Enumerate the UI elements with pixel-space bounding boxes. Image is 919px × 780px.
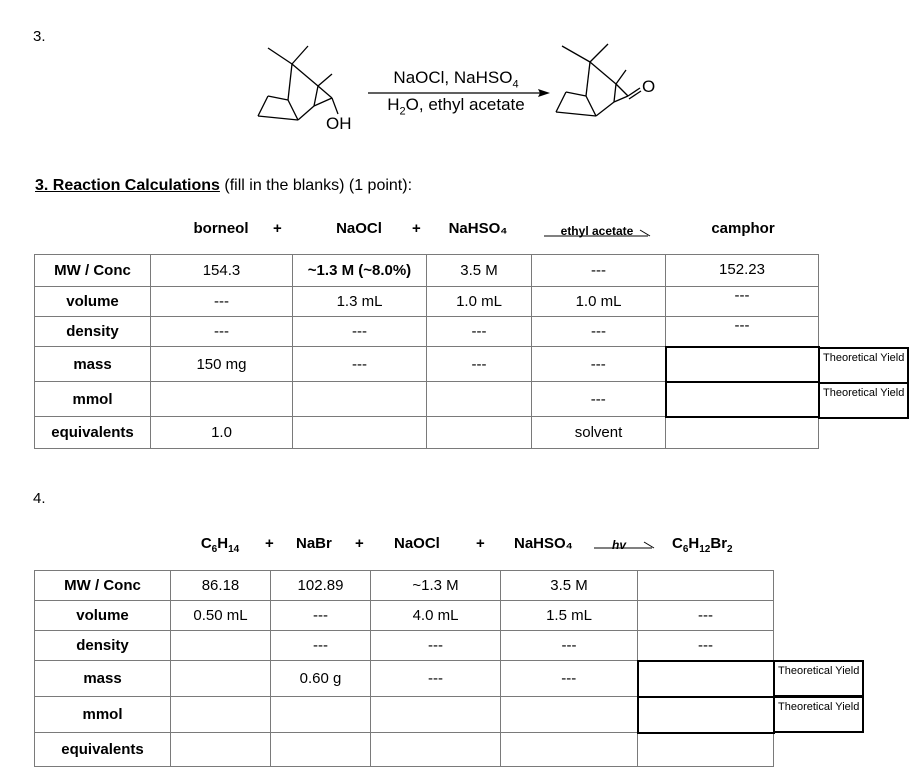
table-cell[interactable]: 86.18 <box>171 571 271 601</box>
table-cell[interactable]: --- <box>666 287 819 317</box>
table-row <box>35 631 774 661</box>
row-label: equivalents <box>35 733 171 767</box>
table-cell[interactable] <box>171 631 271 661</box>
row-label: volume <box>35 287 151 317</box>
row-label: mass <box>35 347 151 382</box>
row-label: mass <box>35 661 171 697</box>
table-cell[interactable]: --- <box>371 661 501 697</box>
table-cell[interactable]: --- <box>638 601 774 631</box>
header-naocl: NaOCl <box>394 535 440 552</box>
table-cell[interactable]: 1.5 mL <box>501 601 638 631</box>
table-cell[interactable]: ~1.3 M (~8.0%) <box>293 255 427 287</box>
row-label: MW / Conc <box>35 571 171 601</box>
table-cell[interactable]: --- <box>532 255 666 287</box>
theoretical-yield-label-box: Theoretical Yield <box>818 347 909 384</box>
table-cell[interactable]: 1.0 mL <box>427 287 532 317</box>
table-cell[interactable]: --- <box>151 287 293 317</box>
table-cell[interactable]: --- <box>638 631 774 661</box>
table-cell[interactable]: 3.5 M <box>427 255 532 287</box>
table-cell[interactable]: 1.3 mL <box>293 287 427 317</box>
table-row <box>35 697 774 733</box>
table-cell[interactable]: --- <box>532 382 666 417</box>
table-cell[interactable]: --- <box>293 347 427 382</box>
table-cell[interactable]: --- <box>501 661 638 697</box>
table-row <box>35 417 819 449</box>
oh-label: OH <box>326 114 352 133</box>
table-cell[interactable]: ~1.3 M <box>371 571 501 601</box>
product-mass-yield-cell[interactable] <box>638 661 774 697</box>
row-label: equivalents <box>35 417 151 449</box>
arrow-label-ethyl-acetate: ethyl acetate <box>560 224 634 238</box>
header-nahso4: NaHSO₄ <box>448 220 508 237</box>
table-cell[interactable]: --- <box>532 347 666 382</box>
table-cell[interactable]: --- <box>151 317 293 347</box>
question-3-number: 3. <box>33 28 46 45</box>
theoretical-yield-label-box: Theoretical Yield <box>818 382 909 419</box>
table-cell[interactable]: --- <box>427 317 532 347</box>
row-label: volume <box>35 601 171 631</box>
table-row <box>35 347 819 382</box>
table-cell[interactable] <box>371 733 501 767</box>
table-cell[interactable]: 3.5 M <box>501 571 638 601</box>
table-cell[interactable]: --- <box>271 601 371 631</box>
row-label: density <box>35 631 171 661</box>
table-row <box>35 287 819 317</box>
table-cell[interactable] <box>638 571 774 601</box>
table-cell[interactable]: --- <box>666 317 819 347</box>
table-cell[interactable]: --- <box>427 347 532 382</box>
product-mmol-yield-cell[interactable] <box>638 697 774 733</box>
plus-sign: + <box>412 220 421 237</box>
table-cell[interactable] <box>271 697 371 733</box>
table-row <box>35 571 774 601</box>
arrow-header <box>592 530 656 552</box>
question-4-number: 4. <box>33 490 46 507</box>
table-cell[interactable] <box>427 382 532 417</box>
header-camphor: camphor <box>711 220 775 237</box>
q3-calculation-table <box>34 254 820 449</box>
table-cell[interactable]: 4.0 mL <box>371 601 501 631</box>
table-cell[interactable]: solvent <box>532 417 666 449</box>
table-cell[interactable] <box>638 733 774 767</box>
reagents-top: NaOCl, NaHSO$_4$ <box>393 68 519 91</box>
plus-sign: + <box>476 535 485 552</box>
header-naocl: NaOCl <box>336 220 382 237</box>
theoretical-yield-label-box: Theoretical Yield <box>773 660 864 697</box>
table-cell[interactable] <box>501 733 638 767</box>
table-cell[interactable] <box>501 697 638 733</box>
plus-sign: + <box>265 535 274 552</box>
table-row <box>35 661 774 697</box>
table-cell[interactable] <box>171 733 271 767</box>
table-cell[interactable] <box>271 733 371 767</box>
plus-sign: + <box>273 220 282 237</box>
camphor-mass-yield-cell[interactable] <box>666 347 819 382</box>
arrow-header <box>542 218 654 240</box>
row-label: MW / Conc <box>35 255 151 287</box>
plus-sign: + <box>355 535 364 552</box>
table-cell[interactable] <box>171 697 271 733</box>
table-cell[interactable]: --- <box>293 317 427 347</box>
table-row <box>35 733 774 767</box>
table-row <box>35 255 819 287</box>
reaction-calculations-heading: 3. Reaction Calculations (fill in the blanks) (1 point): <box>35 177 413 194</box>
table-cell[interactable] <box>293 417 427 449</box>
table-cell[interactable] <box>666 417 819 449</box>
ketone-o-label: O <box>642 77 656 96</box>
table-cell[interactable] <box>151 382 293 417</box>
table-cell[interactable]: 152.23 <box>666 255 819 287</box>
table-cell[interactable] <box>171 661 271 697</box>
table-cell[interactable]: 0.60 g <box>271 661 371 697</box>
table-cell[interactable]: 1.0 <box>151 417 293 449</box>
table-cell[interactable]: 154.3 <box>151 255 293 287</box>
table-cell[interactable]: --- <box>271 631 371 661</box>
reagents-bottom: $H_2O$, ethyl acetate <box>387 95 525 118</box>
table-cell[interactable]: --- <box>371 631 501 661</box>
header-nabr: NaBr <box>296 535 332 552</box>
header-hexane: $C_6H_{14}$ <box>200 535 240 555</box>
table-cell[interactable]: --- <box>532 317 666 347</box>
theoretical-yield-label-box: Theoretical Yield <box>773 696 864 733</box>
table-row <box>35 317 819 347</box>
row-label: mmol <box>35 697 171 733</box>
table-row <box>35 601 774 631</box>
header-borneol: borneol <box>193 220 249 237</box>
q4-calculation-table <box>34 570 775 767</box>
table-cell[interactable] <box>371 697 501 733</box>
table-cell[interactable]: 150 mg <box>151 347 293 382</box>
arrow-label-hv: hv <box>612 538 627 552</box>
header-nahso4: NaHSO₄ <box>514 535 573 552</box>
table-cell[interactable] <box>293 382 427 417</box>
camphor-mmol-yield-cell[interactable] <box>666 382 819 417</box>
table-cell[interactable]: --- <box>501 631 638 661</box>
header-product: $C_6H_{12}Br_2$ <box>672 535 733 555</box>
table-cell[interactable]: 102.89 <box>271 571 371 601</box>
table-cell[interactable]: 1.0 mL <box>532 287 666 317</box>
row-label: density <box>35 317 151 347</box>
row-label: mmol <box>35 382 151 417</box>
table-cell[interactable] <box>427 417 532 449</box>
table-row <box>35 382 819 417</box>
table-cell[interactable]: 0.50 mL <box>171 601 271 631</box>
